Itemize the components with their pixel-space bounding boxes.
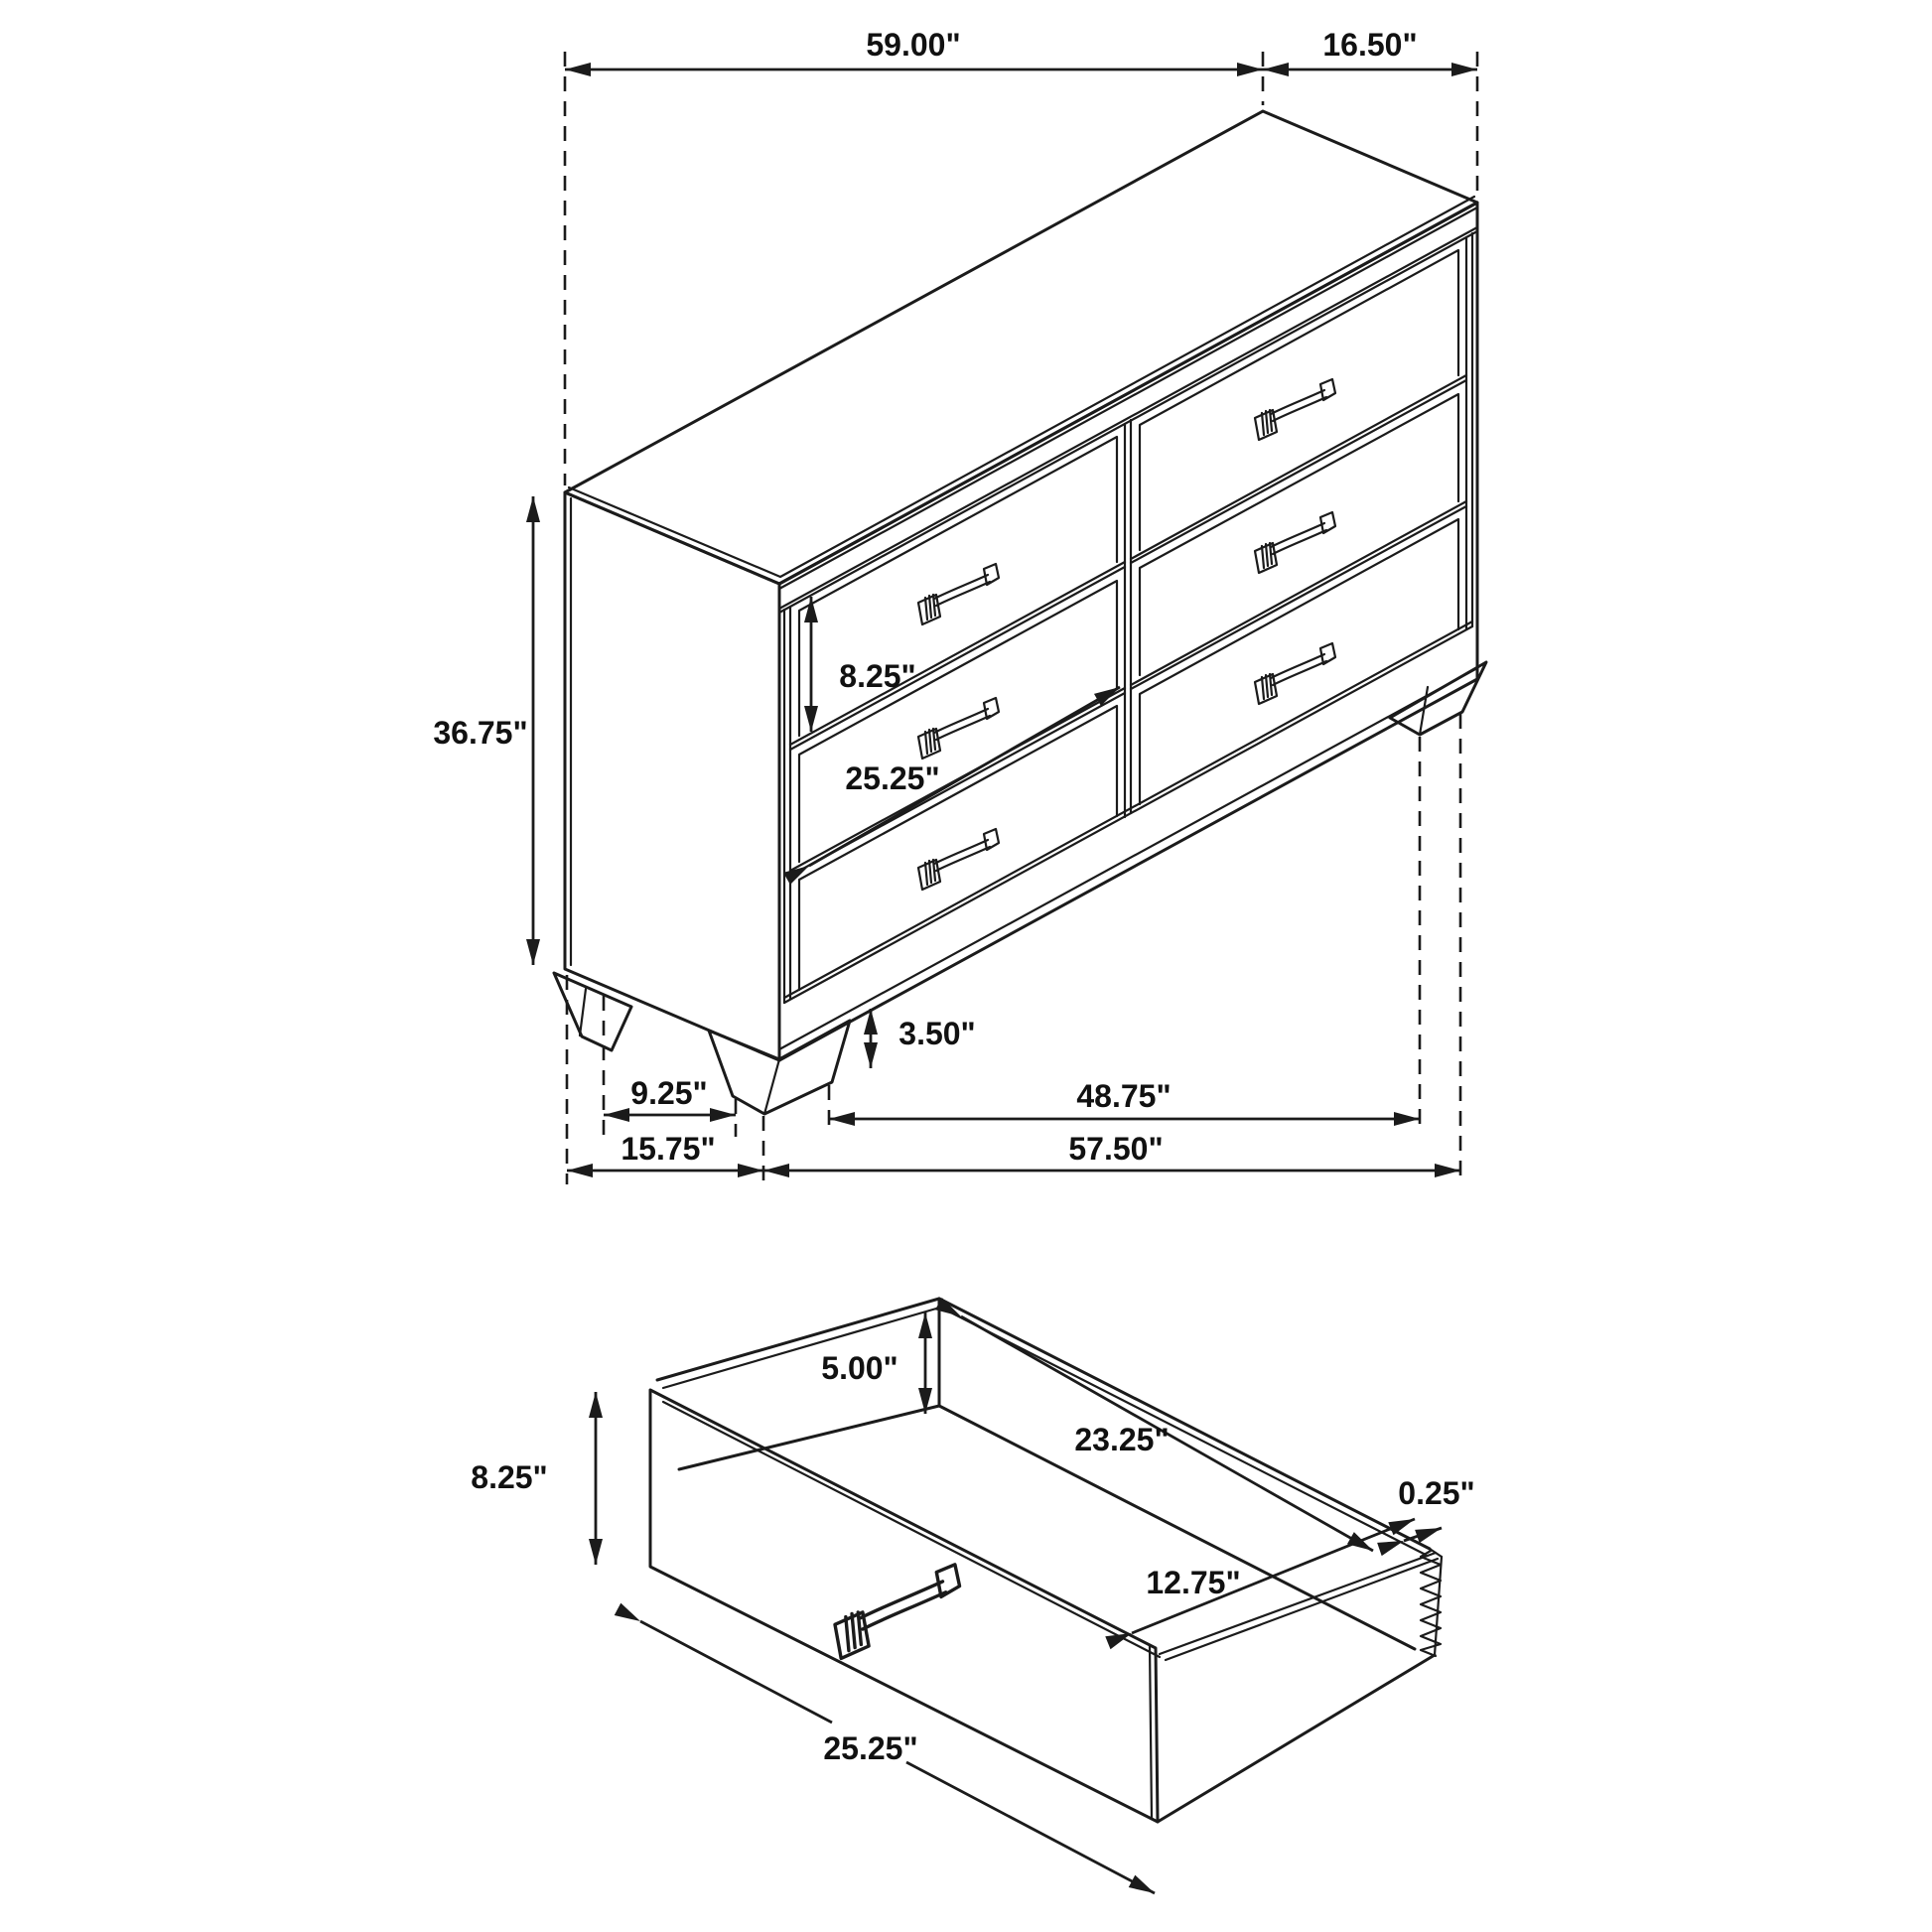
drawer-back-top-inner — [939, 1307, 1426, 1555]
dresser-side-panel — [565, 492, 779, 1060]
dresser-feet — [554, 662, 1486, 1114]
dresser-figure — [433, 27, 1486, 1184]
foot-span-label: 48.75" — [1076, 1078, 1172, 1114]
foot-height-label: 3.50" — [898, 1016, 976, 1051]
base-depth-label: 15.75" — [621, 1131, 716, 1167]
drawer-back-lip-end — [1430, 1549, 1442, 1557]
outer-width-label: 25.25" — [823, 1730, 918, 1766]
drawer-front-right-inner — [1150, 1645, 1152, 1819]
inner-depth-label: 5.00" — [821, 1350, 898, 1386]
drawer-width-label: 25.25" — [845, 760, 940, 796]
dresser-front-face — [779, 203, 1477, 1060]
drawer-back-top-edge — [939, 1299, 1430, 1549]
depth-label: 16.50" — [1322, 27, 1418, 63]
base-depth-dimension — [567, 1131, 763, 1177]
drawer-height-label: 8.25" — [839, 658, 916, 694]
thickness-dimension — [1377, 1475, 1475, 1556]
front-frame-lines — [779, 207, 1477, 1049]
base-width-label: 57.50" — [1068, 1131, 1164, 1167]
drawer-right-back-edge — [1435, 1557, 1442, 1655]
dresser-top-surface — [565, 111, 1477, 584]
width-label: 59.00" — [866, 27, 961, 63]
foot-span-dimension — [829, 1078, 1420, 1126]
thickness-label: 0.25" — [1398, 1475, 1475, 1511]
height-label: 36.75" — [433, 715, 528, 751]
drawer-front-bevels — [799, 250, 1458, 990]
height-dimension — [433, 496, 540, 965]
foot-gap-side-dimension — [604, 1075, 736, 1122]
depth-dimension — [1263, 27, 1477, 76]
base-width-dimension — [763, 1131, 1460, 1177]
drawer-floor-left-edge — [679, 1406, 939, 1469]
foot-gap-side-label: 9.25" — [630, 1075, 708, 1111]
front-height-label: 8.25" — [471, 1459, 548, 1495]
drawer-side-top-inner — [663, 1307, 943, 1388]
outer-width-dimension — [615, 1603, 1159, 1900]
inner-width-label: 12.75" — [1146, 1565, 1241, 1600]
inner-width-dimension — [1105, 1513, 1417, 1650]
front-height-dimension — [471, 1392, 603, 1565]
drawer-figure — [471, 1298, 1474, 1899]
dresser-top-molding — [569, 197, 1474, 577]
drawer-right-wall-bottom — [1158, 1655, 1435, 1822]
inner-length-label: 23.25" — [1074, 1422, 1170, 1457]
width-dimension — [565, 27, 1263, 76]
foot-height-dimension — [864, 1009, 976, 1068]
drawer-floor-back-edge — [939, 1406, 1415, 1649]
